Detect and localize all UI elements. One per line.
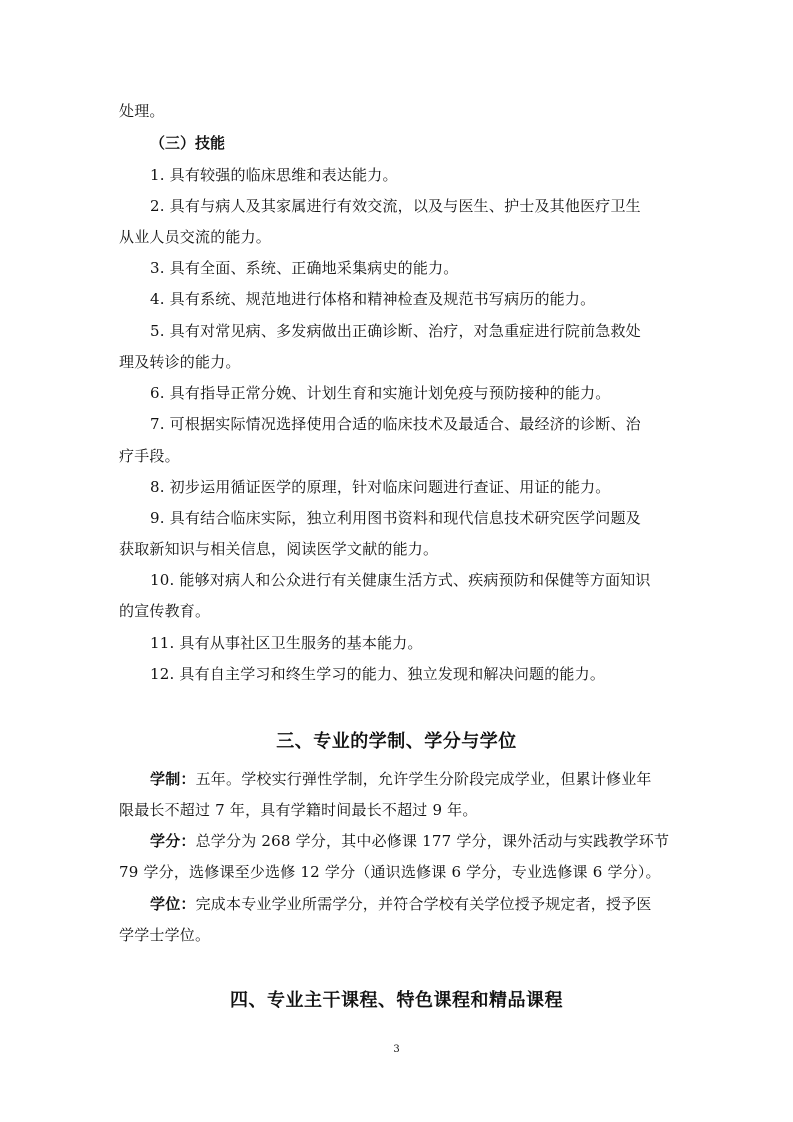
list-item-2-cont: 从业人员交流的能力。 <box>119 228 272 246</box>
section-heading-4: 四、专业主干课程、特色课程和精品课程 <box>230 990 563 1011</box>
page-number: 3 <box>393 1044 400 1055</box>
list-item-12: 12. 具有自主学习和终生学习的能力、独立发现和解决问题的能力。 <box>150 665 606 683</box>
paragraph-xuefen <box>150 831 669 851</box>
paragraph-xuewei <box>150 894 652 914</box>
paragraph-xuezhi <box>150 769 652 789</box>
subheading-skills: （三）技能 <box>150 134 226 152</box>
list-item-10-cont: 的宣传教育。 <box>119 602 211 620</box>
list-item-5-cont: 理及转诊的能力。 <box>119 353 241 371</box>
text-xuefen-1: 总学分为 268 学分，其中必修课 177 学分，课外活动与实践教学环节 <box>195 832 670 850</box>
list-item-6: 6. 具有指导正常分娩、计划生育和实施计划免疫与预防接种的能力。 <box>150 384 611 402</box>
label-xuewei: 学位： <box>150 895 196 913</box>
text-xuefen-2: 79 学分，选修课至少选修 12 学分（通识选修课 6 学分，专业选修课 6 学分）。 <box>119 863 661 881</box>
label-xuefen: 学分： <box>150 832 196 850</box>
list-item-2: 2. 具有与病人及其家属进行有效交流，以及与医生、护士及其他医疗卫生 <box>150 197 641 215</box>
list-item-9: 9. 具有结合临床实际，独立利用图书资料和现代信息技术研究医学问题及 <box>150 509 641 527</box>
text-xuewei-2: 学学士学位。 <box>119 926 211 944</box>
text-xuewei-1: 完成本专业学业所需学分，并符合学校有关学位授予规定者，授予医 <box>195 895 652 913</box>
list-item-4: 4. 具有系统、规范地进行体格和精神检查及规范书写病历的能力。 <box>150 290 596 308</box>
list-item-5: 5. 具有对常见病、多发病做出正确诊断、治疗，对急重症进行院前急救处 <box>150 322 641 340</box>
list-item-7-cont: 疗手段。 <box>119 447 180 465</box>
list-item-8: 8. 初步运用循证医学的原理，针对临床问题进行查证、用证的能力。 <box>150 478 611 496</box>
section-heading-3: 三、专业的学制、学分与学位 <box>276 731 517 752</box>
list-item-9-cont: 获取新知识与相关信息，阅读医学文献的能力。 <box>119 540 439 558</box>
list-item-3: 3. 具有全面、系统、正确地采集病史的能力。 <box>150 259 459 277</box>
list-item-10: 10. 能够对病人和公众进行有关健康生活方式、疾病预防和保健等方面知识 <box>150 571 651 589</box>
text-line: 处理。 <box>119 102 165 120</box>
text-xuezhi-1: 五年。学校实行弹性学制，允许学生分阶段完成学业，但累计修业年 <box>195 770 652 788</box>
list-item-11: 11. 具有从事社区卫生服务的基本能力。 <box>150 634 423 652</box>
text-xuezhi-2: 限最长不超过 7 年，具有学籍时间最长不超过 9 年。 <box>119 801 478 819</box>
label-xuezhi: 学制： <box>150 770 196 788</box>
list-item-1: 1. 具有较强的临床思维和表达能力。 <box>150 166 398 184</box>
list-item-7: 7. 可根据实际情况选择使用合适的临床技术及最适合、最经济的诊断、治 <box>150 415 641 433</box>
